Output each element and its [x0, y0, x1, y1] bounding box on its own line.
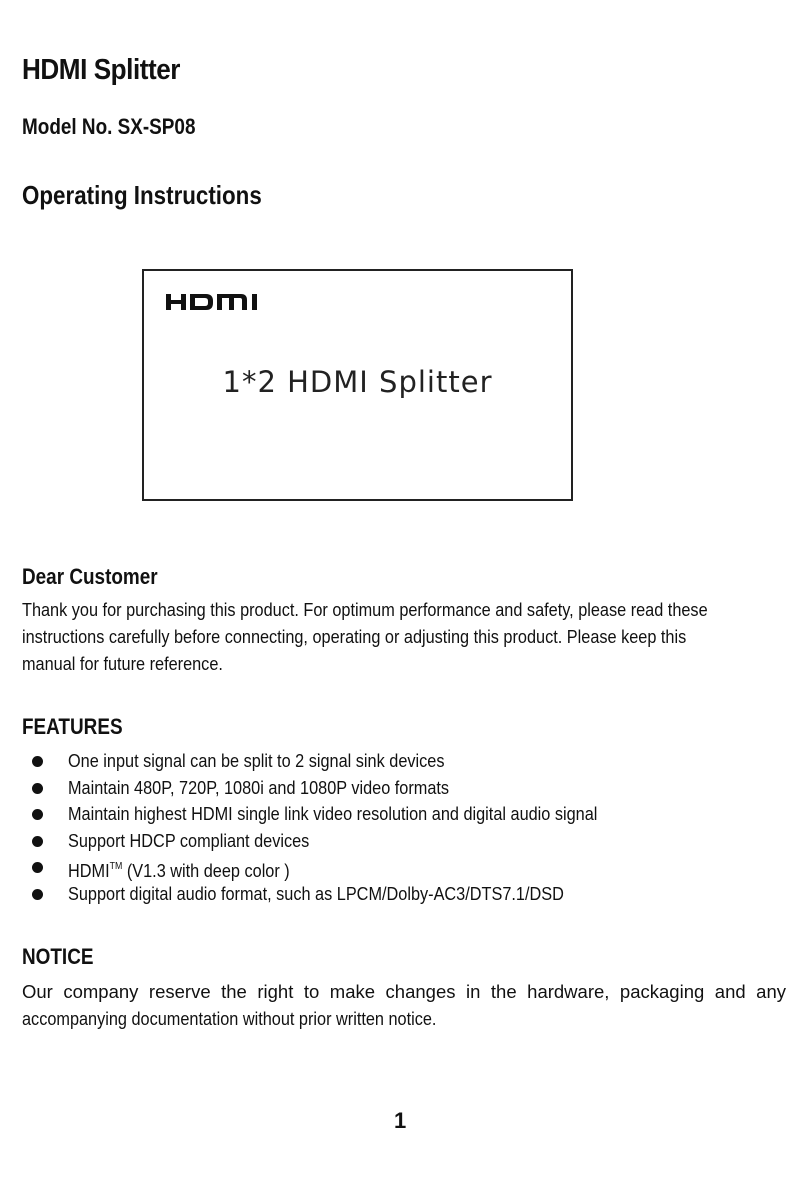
hdmi-logo — [166, 291, 272, 313]
bullet-icon — [32, 862, 43, 873]
model-number: Model No. SX-SP08 — [22, 114, 196, 139]
bullet-icon — [32, 756, 43, 767]
page-number: 1 — [394, 1108, 407, 1133]
dear-customer-heading: Dear Customer — [22, 564, 158, 589]
operating-instructions-heading: Operating Instructions — [22, 180, 262, 210]
notice-heading: NOTICE — [22, 944, 94, 969]
notice-text — [22, 978, 786, 1032]
bullet-icon — [32, 889, 43, 900]
features-heading: FEATURES — [22, 714, 123, 739]
trademark-sup: TM — [109, 861, 123, 873]
bullet-icon — [32, 836, 43, 847]
dear-customer-line: manual for future reference. — [22, 653, 223, 674]
dear-customer-line: instructions carefully before connecting, operating or adjusting this product. Please keep this — [22, 626, 687, 647]
notice-line: Our company reserve the right to make changes in the hardware, packaging and any — [22, 981, 786, 1002]
product-label-box — [142, 269, 573, 501]
product-label: 1*2 HDMI Splitter — [222, 365, 493, 399]
bullet-icon — [32, 809, 43, 820]
notice-line: accompanying documentation without prior written notice. — [22, 1008, 437, 1029]
document-title: HDMI Splitter — [22, 54, 181, 86]
dear-customer-text — [22, 596, 786, 677]
bullet-icon — [32, 783, 43, 794]
dear-customer-line: Thank you for purchasing this product. For optimum performance and safety, please read these — [22, 599, 708, 620]
